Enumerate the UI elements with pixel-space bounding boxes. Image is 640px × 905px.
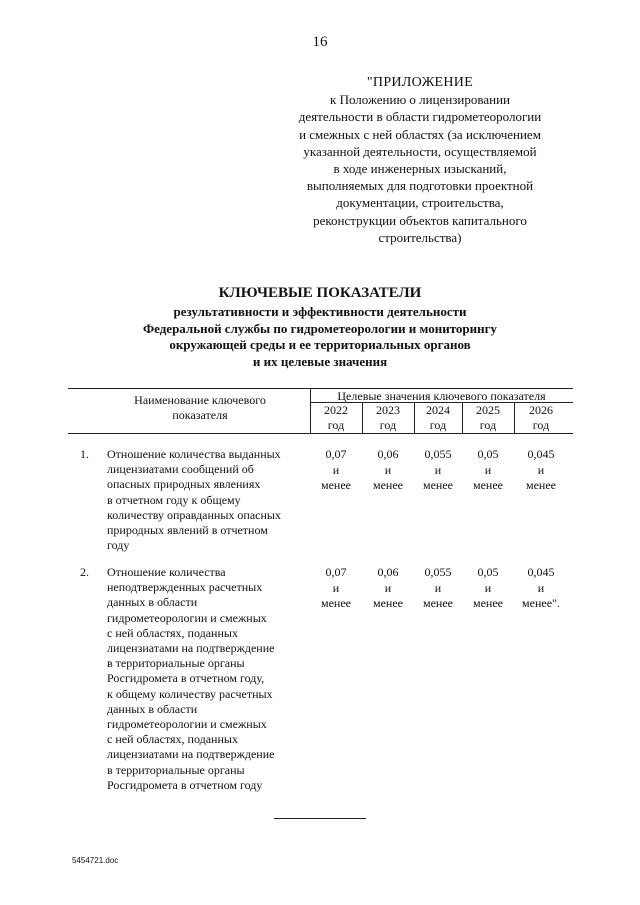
- target-value-2023: 0,06 и менее: [373, 565, 403, 610]
- appendix-line: к Положению о лицензировании: [330, 92, 510, 108]
- appendix-line: выполняемых для подготовки проектной: [306, 178, 534, 194]
- appendix-line: реконструкции объектов капитального: [313, 212, 527, 228]
- target-value-2026: 0,045 и менее: [526, 447, 556, 492]
- year-header-2022: 2022 год: [324, 403, 348, 432]
- target-value-2024: 0,055 и менее: [423, 565, 453, 610]
- heading-sub-line: и их целевые значения: [252, 353, 388, 369]
- year-header-2024: 2024 год: [426, 403, 450, 432]
- year-header-2025: 2025 год: [476, 403, 500, 432]
- indicator-name: Отношение количества неподтвержденных расчетных данных в области гидрометеорологии и смежных с ней областях, поданных лицензиатами на подтверждение в территориальные органы Росгидромета в отчетном году, к общему количеству расчетных данных в области гидрометеорологии и смежных с ней областях, поданных лицензиатами на подтверждение в территориальные органы Росгидромета в отчетном году: [107, 565, 275, 792]
- document-heading: [0, 285, 640, 370]
- document-code: 5454721.doc: [72, 856, 119, 865]
- appendix-block: [270, 74, 570, 246]
- appendix-line: документации, строительства,: [336, 195, 504, 211]
- target-value-2022: 0,07 и менее: [321, 565, 351, 610]
- target-value-2025: 0,05 и менее: [473, 447, 503, 492]
- heading-sub-line: Федеральной службы по гидрометеорологии и мониторингу: [142, 320, 498, 336]
- heading-main: КЛЮЧЕВЫЕ ПОКАЗАТЕЛИ: [218, 285, 422, 301]
- page-number: 16: [312, 34, 328, 50]
- appendix-line: деятельности в области гидрометеорологии: [298, 109, 542, 125]
- row-number: 2.: [80, 565, 89, 579]
- target-value-2024: 0,055 и менее: [423, 447, 453, 492]
- year-header-2026: 2026 год: [529, 403, 553, 432]
- table-header-bottom-border: [68, 433, 573, 434]
- name-column-header: [100, 393, 300, 423]
- target-value-2025: 0,05 и менее: [473, 565, 503, 610]
- target-value-2023: 0,06 и менее: [373, 447, 403, 492]
- appendix-line: указанной деятельности, осуществляемой: [303, 143, 537, 159]
- heading-sub-line: результативности и эффективности деятельности: [173, 304, 467, 319]
- appendix-line: строительства): [378, 229, 462, 245]
- indicator-name: Отношение количества выданных лицензиатами сообщений об опасных природных явлениях в отчетном году к общему количеству оправданных опасных природных явлений в отчетном году: [107, 447, 281, 553]
- target-value-2026: 0,045 и менее".: [522, 565, 560, 610]
- closing-rule: [274, 818, 366, 819]
- appendix-title: "ПРИЛОЖЕНИЕ: [366, 75, 474, 90]
- appendix-line: и смежных с ней областях (за исключением: [299, 126, 541, 142]
- year-header-2023: 2023 год: [376, 403, 400, 432]
- row-number: 1.: [80, 447, 89, 461]
- targets-header: Целевые значения ключевого показателя: [337, 389, 546, 403]
- header-line: Наименование ключевого: [134, 393, 266, 407]
- appendix-line: в ходе инженерных изысканий,: [333, 161, 507, 177]
- target-value-2022: 0,07 и менее: [321, 447, 351, 492]
- header-line: показателя: [172, 408, 228, 422]
- heading-sub-line: окружающей среды и ее территориальных органов: [169, 337, 471, 352]
